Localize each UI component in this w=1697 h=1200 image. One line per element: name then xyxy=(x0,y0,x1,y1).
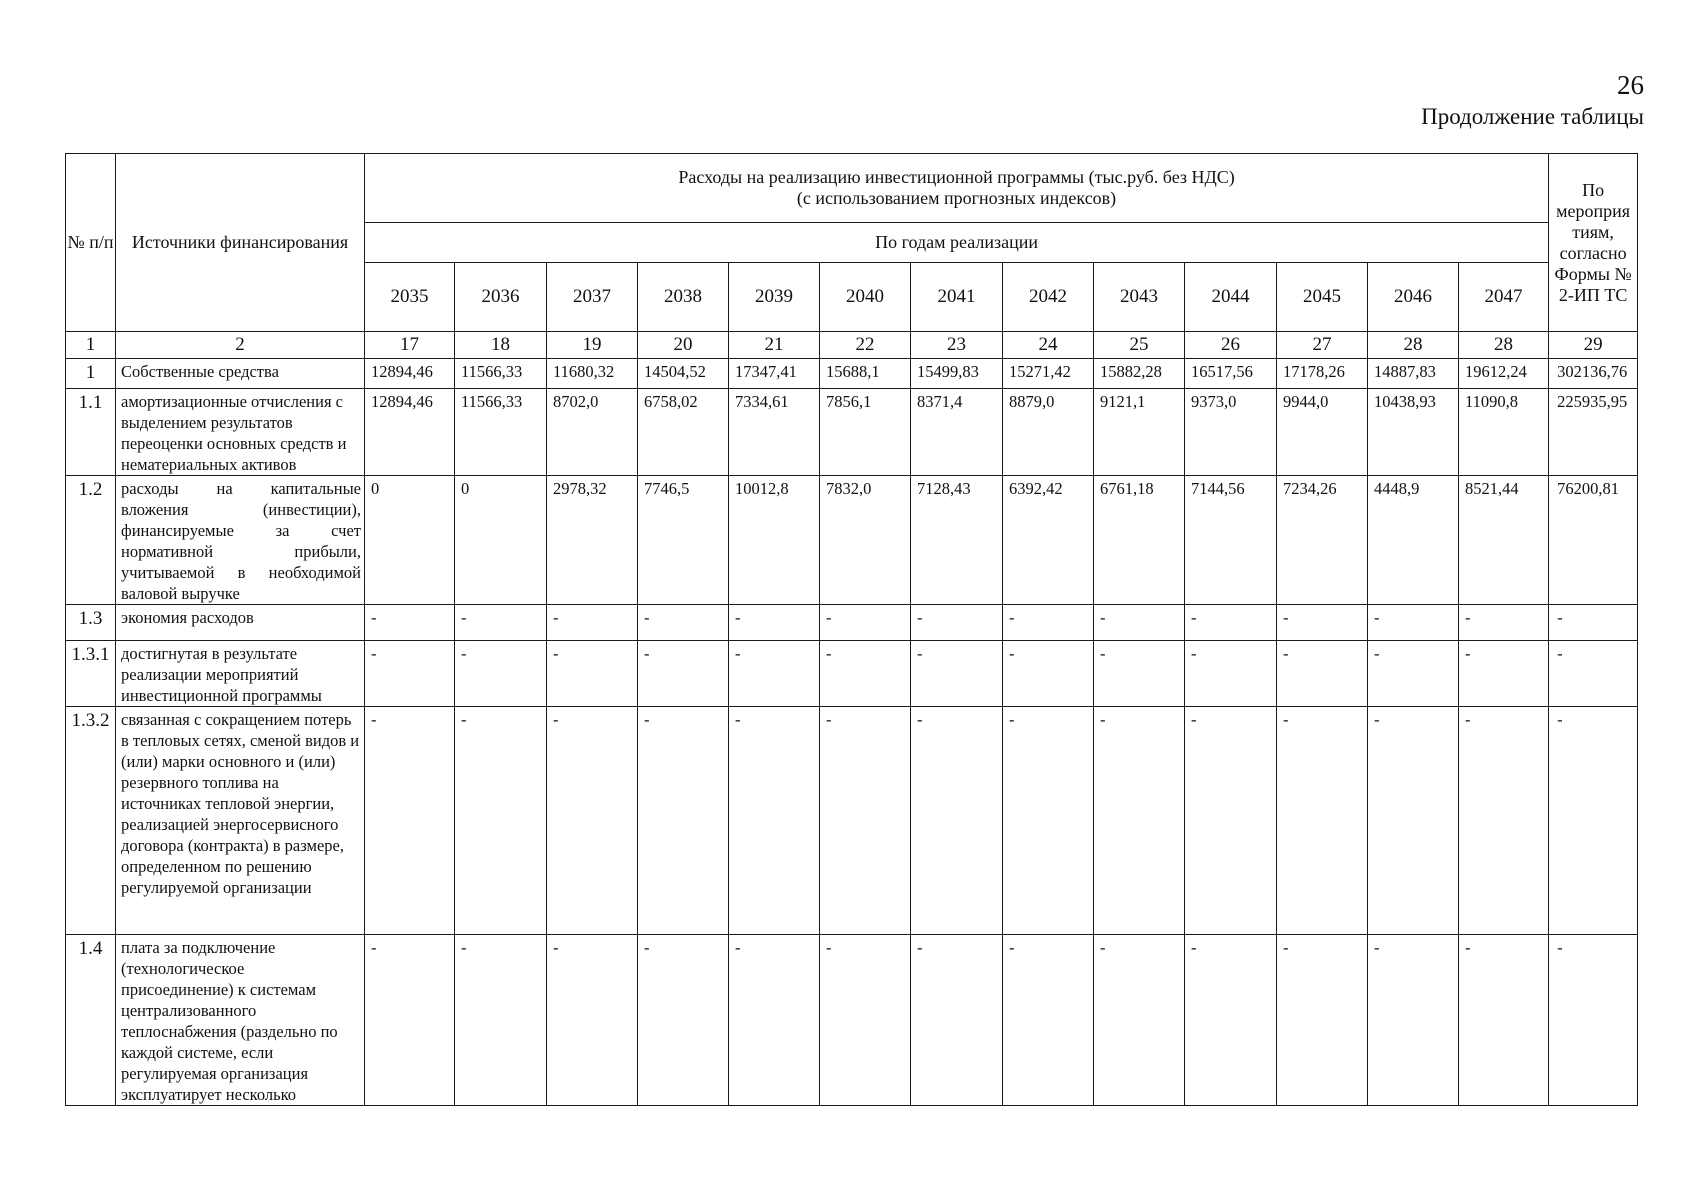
row-value: - xyxy=(1185,707,1277,935)
row-value: 6758,02 xyxy=(638,389,729,476)
row-value: - xyxy=(1094,707,1185,935)
column-number: 22 xyxy=(820,332,911,359)
row-number: 1 xyxy=(66,359,116,389)
row-total: 76200,81 xyxy=(1549,476,1638,605)
header-expenses-line2: (с использованием прогнозных индексов) xyxy=(796,188,1117,208)
row-source: связанная с сокращением потерь в тепловых сетях, сменой видов и (или) марки основного и (или) резервного топлива на источниках тепловой энергии, реализацией энергосервисного договора (контракта) в размере, определенном по решению регулируемой организации xyxy=(116,707,365,935)
row-number: 1.2 xyxy=(66,476,116,605)
header-year: 2041 xyxy=(911,263,1003,332)
row-value: 9373,0 xyxy=(1185,389,1277,476)
table-row xyxy=(66,476,1638,605)
row-number: 1.3.2 xyxy=(66,707,116,935)
row-value: 12894,46 xyxy=(365,359,455,389)
row-value: 15688,1 xyxy=(820,359,911,389)
row-value: - xyxy=(820,935,911,1106)
column-number: 26 xyxy=(1185,332,1277,359)
row-value: 17178,26 xyxy=(1277,359,1368,389)
table-row xyxy=(66,707,1638,935)
row-value: - xyxy=(820,707,911,935)
row-value: - xyxy=(1185,605,1277,641)
table-row xyxy=(66,935,1638,1106)
column-number: 20 xyxy=(638,332,729,359)
row-total: - xyxy=(1549,707,1638,935)
row-value: - xyxy=(1459,605,1549,641)
row-value: - xyxy=(1185,935,1277,1106)
row-value: 11680,32 xyxy=(547,359,638,389)
row-value: 6392,42 xyxy=(1003,476,1094,605)
row-value: 12894,46 xyxy=(365,389,455,476)
row-value: - xyxy=(365,605,455,641)
header-expenses xyxy=(365,154,1549,223)
row-value: - xyxy=(455,935,547,1106)
header-source: Источники финансирования xyxy=(116,154,365,332)
column-number: 25 xyxy=(1094,332,1185,359)
row-value: - xyxy=(820,641,911,707)
row-value: - xyxy=(1368,605,1459,641)
row-value: 8879,0 xyxy=(1003,389,1094,476)
row-number: 1.1 xyxy=(66,389,116,476)
column-number: 28 xyxy=(1368,332,1459,359)
header-year: 2039 xyxy=(729,263,820,332)
column-number: 1 xyxy=(66,332,116,359)
row-value: - xyxy=(1003,605,1094,641)
header-expenses-line1: Расходы на реализацию инвестиционной программы (тыс.руб. без НДС) xyxy=(678,167,1235,187)
row-value: - xyxy=(1368,707,1459,935)
header-year: 2040 xyxy=(820,263,911,332)
row-value: 14504,52 xyxy=(638,359,729,389)
row-value: - xyxy=(1003,935,1094,1106)
row-value: 0 xyxy=(455,476,547,605)
row-total: - xyxy=(1549,605,1638,641)
row-value: 8521,44 xyxy=(1459,476,1549,605)
page-number: 26 xyxy=(1617,70,1644,100)
row-value: 11090,8 xyxy=(1459,389,1549,476)
row-value: 4448,9 xyxy=(1368,476,1459,605)
row-value: - xyxy=(455,605,547,641)
row-value: - xyxy=(1094,935,1185,1106)
row-value: - xyxy=(911,641,1003,707)
header-year: 2045 xyxy=(1277,263,1368,332)
header-year: 2044 xyxy=(1185,263,1277,332)
row-value: 17347,41 xyxy=(729,359,820,389)
row-value: - xyxy=(1277,707,1368,935)
row-value: - xyxy=(729,605,820,641)
row-value: - xyxy=(1459,641,1549,707)
column-number: 2 xyxy=(116,332,365,359)
column-number: 29 xyxy=(1549,332,1638,359)
header-total: По мероприя тиям, согласно Формы № 2-ИП ТС xyxy=(1549,154,1638,332)
row-number: 1.3 xyxy=(66,605,116,641)
row-value: - xyxy=(911,935,1003,1106)
row-value: - xyxy=(1368,935,1459,1106)
row-value: 10012,8 xyxy=(729,476,820,605)
header-year: 2038 xyxy=(638,263,729,332)
header-year: 2042 xyxy=(1003,263,1094,332)
row-value: 9121,1 xyxy=(1094,389,1185,476)
row-value: 6761,18 xyxy=(1094,476,1185,605)
header-year: 2037 xyxy=(547,263,638,332)
row-value: 7334,61 xyxy=(729,389,820,476)
row-value: - xyxy=(547,641,638,707)
row-value: 10438,93 xyxy=(1368,389,1459,476)
table-continuation-label: Продолжение таблицы xyxy=(1421,104,1644,129)
header-year: 2043 xyxy=(1094,263,1185,332)
row-value: 9944,0 xyxy=(1277,389,1368,476)
row-total: 225935,95 xyxy=(1549,389,1638,476)
column-number: 21 xyxy=(729,332,820,359)
column-number: 28 xyxy=(1459,332,1549,359)
column-number: 17 xyxy=(365,332,455,359)
row-value: 14887,83 xyxy=(1368,359,1459,389)
row-value: 15271,42 xyxy=(1003,359,1094,389)
row-value: - xyxy=(911,605,1003,641)
header-year: 2036 xyxy=(455,263,547,332)
row-value: 0 xyxy=(365,476,455,605)
row-value: - xyxy=(1277,935,1368,1106)
row-value: 11566,33 xyxy=(455,389,547,476)
table-row xyxy=(66,641,1638,707)
row-value: - xyxy=(1094,641,1185,707)
row-value: - xyxy=(729,707,820,935)
table-row xyxy=(66,359,1638,389)
row-value: - xyxy=(1277,641,1368,707)
header-by-years: По годам реализации xyxy=(365,223,1549,263)
header-year: 2047 xyxy=(1459,263,1549,332)
row-value: - xyxy=(1185,641,1277,707)
header-num: № п/п xyxy=(66,154,116,332)
row-number: 1.4 xyxy=(66,935,116,1106)
row-value: 7832,0 xyxy=(820,476,911,605)
row-value: - xyxy=(1459,707,1549,935)
column-number: 18 xyxy=(455,332,547,359)
row-value: - xyxy=(1094,605,1185,641)
table-row xyxy=(66,389,1638,476)
row-value: - xyxy=(455,641,547,707)
row-source: Собственные средства xyxy=(116,359,365,389)
row-value: - xyxy=(820,605,911,641)
row-value: - xyxy=(729,641,820,707)
row-value: 7234,26 xyxy=(1277,476,1368,605)
row-value: - xyxy=(1003,641,1094,707)
row-source: экономия расходов xyxy=(116,605,365,641)
row-value: 2978,32 xyxy=(547,476,638,605)
row-value: 15499,83 xyxy=(911,359,1003,389)
header-year: 2046 xyxy=(1368,263,1459,332)
header-year: 2035 xyxy=(365,263,455,332)
row-value: - xyxy=(638,641,729,707)
row-total: - xyxy=(1549,641,1638,707)
row-value: 19612,24 xyxy=(1459,359,1549,389)
row-value: - xyxy=(365,641,455,707)
row-value: 7144,56 xyxy=(1185,476,1277,605)
column-number: 27 xyxy=(1277,332,1368,359)
row-value: 7128,43 xyxy=(911,476,1003,605)
row-source: достигнутая в результате реализации мероприятий инвестиционной программы xyxy=(116,641,365,707)
row-value: - xyxy=(1459,935,1549,1106)
row-value: - xyxy=(365,707,455,935)
row-total: - xyxy=(1549,935,1638,1106)
row-value: - xyxy=(365,935,455,1106)
row-value: 8371,4 xyxy=(911,389,1003,476)
row-value: - xyxy=(729,935,820,1106)
row-number: 1.3.1 xyxy=(66,641,116,707)
row-value: 11566,33 xyxy=(455,359,547,389)
row-value: - xyxy=(638,605,729,641)
row-value: - xyxy=(547,605,638,641)
row-source: плата за подключение (технологическое присоединение) к системам централизованного теплоснабжения (раздельно по каждой системе, если регулируемая организация эксплуатирует несколько xyxy=(116,935,365,1106)
row-value: - xyxy=(911,707,1003,935)
column-number: 24 xyxy=(1003,332,1094,359)
row-value: 7856,1 xyxy=(820,389,911,476)
row-total: 302136,76 xyxy=(1549,359,1638,389)
row-value: 8702,0 xyxy=(547,389,638,476)
table-row xyxy=(66,605,1638,641)
row-value: - xyxy=(1368,641,1459,707)
column-number: 19 xyxy=(547,332,638,359)
row-value: 16517,56 xyxy=(1185,359,1277,389)
row-value: 15882,28 xyxy=(1094,359,1185,389)
row-value: - xyxy=(638,707,729,935)
investment-financing-table xyxy=(65,153,1638,1106)
row-value: - xyxy=(1003,707,1094,935)
row-value: - xyxy=(1277,605,1368,641)
column-number: 23 xyxy=(911,332,1003,359)
row-source: амортизационные отчисления с выделением результатов переоценки основных средств и нематериальных активов xyxy=(116,389,365,476)
row-source: расходы на капитальные вложения (инвестиции), финансируемые за счет нормативной прибыли, учитываемой в необходимой валовой выручке xyxy=(116,476,365,605)
row-value: 7746,5 xyxy=(638,476,729,605)
row-value: - xyxy=(638,935,729,1106)
row-value: - xyxy=(455,707,547,935)
row-value: - xyxy=(547,707,638,935)
row-value: - xyxy=(547,935,638,1106)
